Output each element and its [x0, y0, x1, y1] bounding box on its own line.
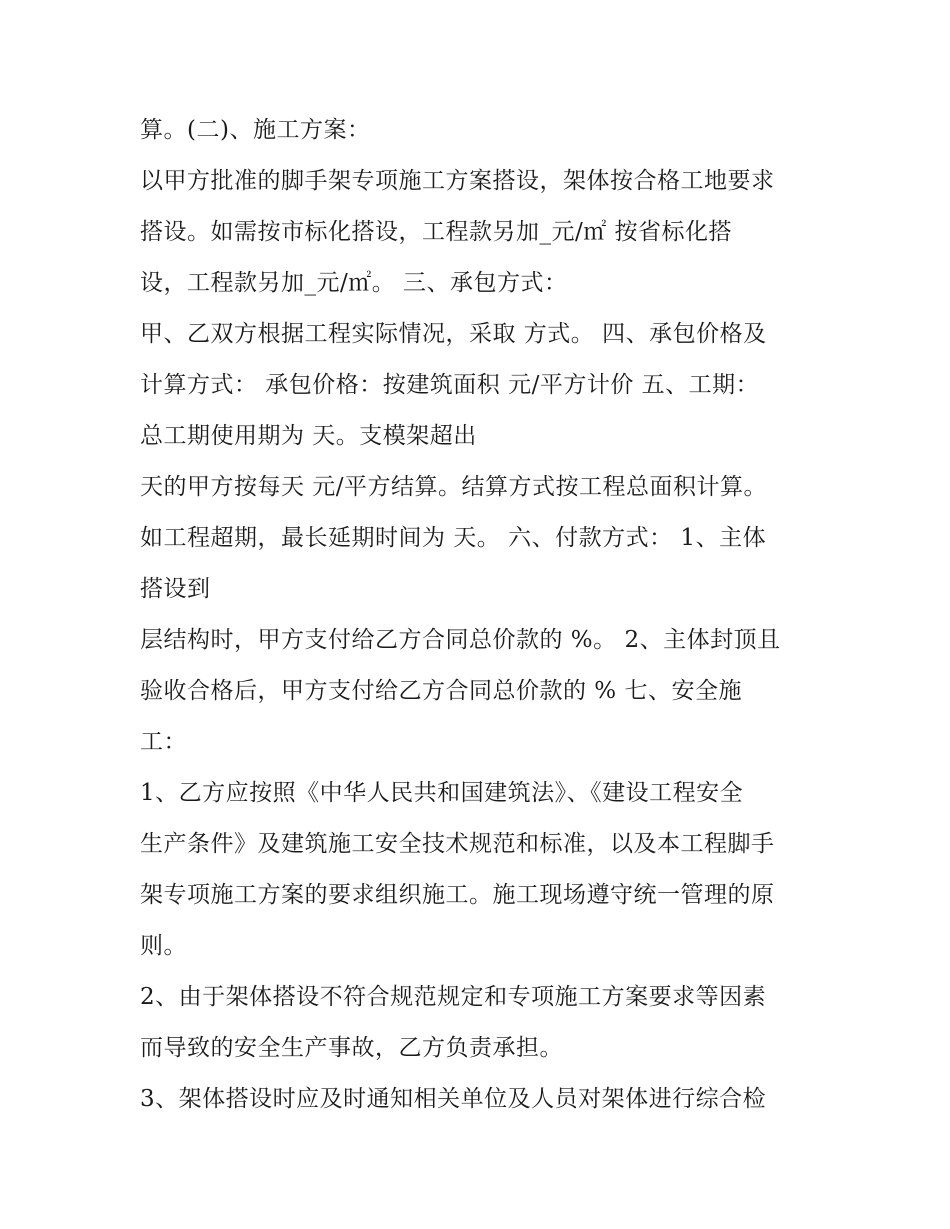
text-line: 而导致的安全生产事故，乙方负责承担。: [140, 1035, 563, 1061]
text-line: 工：: [140, 729, 187, 755]
text-line: 3、架体搭设时应及时通知相关单位及人员对架体进行综合检: [140, 1086, 767, 1112]
text-line: 2、由于架体搭设不符合规范规定和专项施工方案要求等因素: [140, 984, 767, 1010]
text-line: 则。: [140, 933, 187, 959]
text-line: 以甲方批准的脚手架专项施工方案搭设，架体按合格工地要求: [140, 168, 775, 194]
text-line: 天的甲方按每天 元/平方结算。结算方式按工程总面积计算。: [140, 474, 768, 500]
text-line: 搭设。如需按市标化搭设，工程款另加_元/㎡ 按省标化搭: [140, 219, 733, 245]
text-line: 总工期使用期为 天。支模架超出: [140, 423, 477, 449]
text-line: 层结构时，甲方支付给乙方合同总价款的 %。 2、主体封顶且: [140, 627, 781, 653]
text-line: 如工程超期，最长延期时间为 天。 六、付款方式： 1、主体: [140, 525, 767, 551]
text-line: 计算方式： 承包价格：按建筑面积 元/平方计价 五、工期：: [140, 372, 760, 398]
text-line: 架专项施工方案的要求组织施工。施工现场遵守统一管理的原: [140, 882, 775, 908]
text-line: 算。(二)、施工方案：: [140, 117, 371, 143]
text-line: 设，工程款另加_元/㎡。 三、承包方式：: [140, 270, 568, 296]
text-line: 生产条件》及建筑施工安全技术规范和标准，以及本工程脚手: [140, 831, 775, 857]
text-line: 1、乙方应按照《中华人民共和国建筑法》、《建设工程安全: [140, 780, 744, 806]
text-line: 甲、乙双方根据工程实际情况，采取 方式。 四、承包价格及: [140, 321, 767, 347]
text-line: 验收合格后，甲方支付给乙方合同总价款的 % 七、安全施: [140, 678, 742, 704]
text-line: 搭设到: [140, 576, 211, 602]
